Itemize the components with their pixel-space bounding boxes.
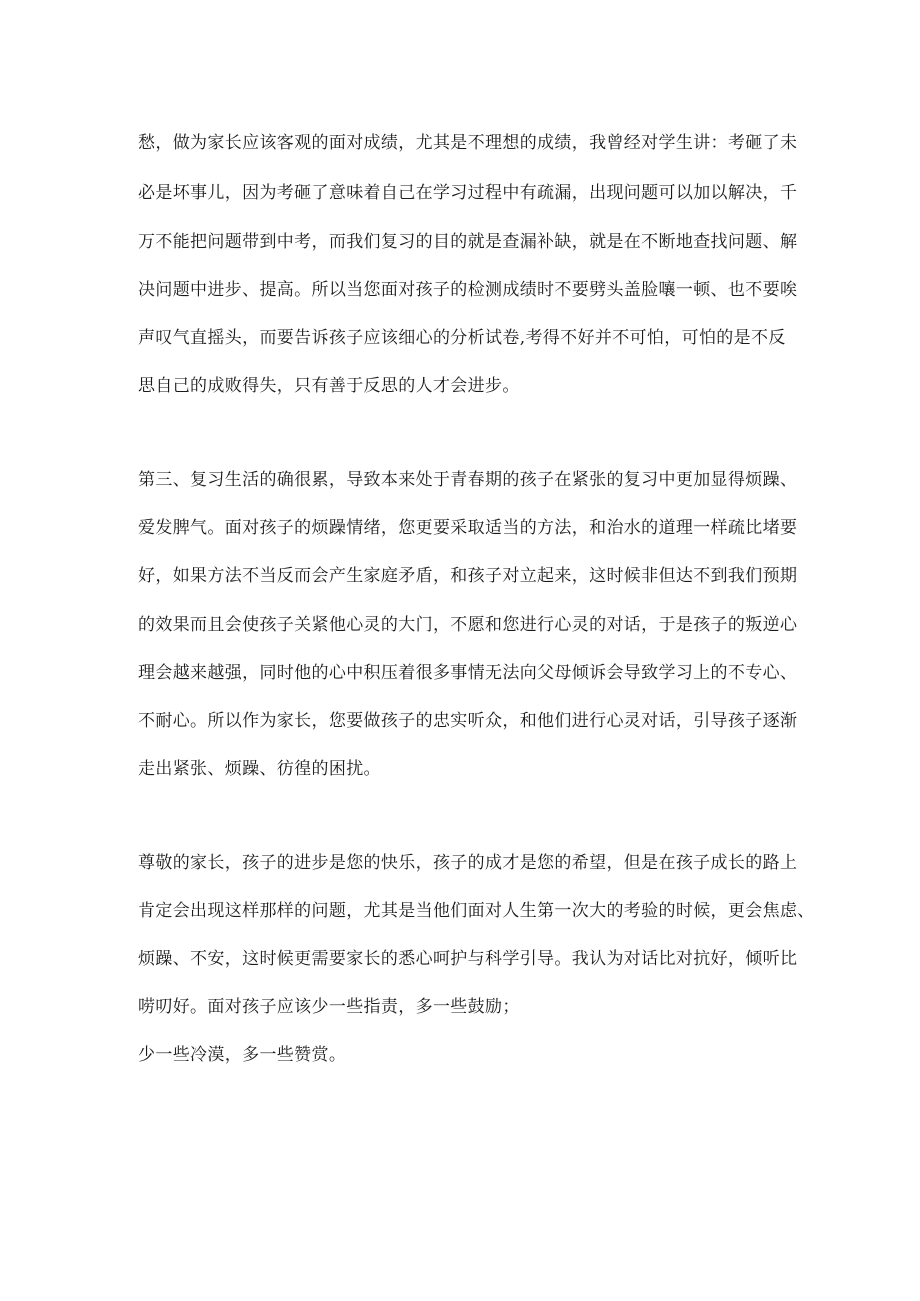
text-line: 好，如果方法不当反而会产生家庭矛盾，和孩子对立起来，这时候非但达不到我们预期 — [138, 566, 798, 586]
text-line: 少一些冷漠，多一些赞赏。 — [138, 1045, 347, 1065]
text-line: 唠叨好。面对孩子应该少一些指责，多一些鼓励； — [138, 997, 520, 1017]
text-line: 尊敬的家长，孩子的进步是您的快乐，孩子的成才是您的希望，但是在孩子成长的路上 — [138, 853, 798, 873]
text-line: 万不能把问题带到中考，而我们复习的目的就是查漏补缺，就是在不断地查找问题、解 — [138, 232, 798, 252]
text-line: 理会越来越强，同时他的心中积压着很多事情无法向父母倾诉会导致学习上的不专心、 — [138, 663, 798, 683]
text-line: 不耐心。所以作为家长，您要做孩子的忠实听众，和他们进行心灵对话，引导孩子逐渐 — [138, 711, 798, 731]
text-line: 肯定会出现这样那样的问题，尤其是当他们面对人生第一次大的考验的时候，更会焦虑、 — [138, 901, 815, 921]
text-line: 第三、复习生活的确很累，导致本来处于青春期的孩子在紧张的复习中更加显得烦躁、 — [138, 470, 798, 490]
text-line: 思自己的成败得失，只有善于反思的人才会进步。 — [138, 376, 520, 396]
text-line: 愁，做为家长应该客观的面对成绩，尤其是不理想的成绩，我曾经对学生讲：考砸了未 — [138, 133, 798, 153]
text-line: 必是坏事儿，因为考砸了意味着自己在学习过程中有疏漏，出现问题可以加以解决，千 — [138, 183, 798, 203]
text-line: 爱发脾气。面对孩子的烦躁情绪，您更要采取适当的方法，和治水的道理一样疏比堵要 — [138, 518, 798, 538]
text-line: 走出紧张、烦躁、彷徨的困扰。 — [138, 759, 381, 779]
text-line: 决问题中进步、提高。所以当您面对孩子的检测成绩时不要劈头盖脸嚷一顿、也不要唉 — [138, 280, 798, 300]
text-line: 声叹气直摇头，而要告诉孩子应该细心的分析试卷,考得不好并不可怕，可怕的是不反 — [138, 328, 786, 348]
text-line: 烦躁、不安，这时候更需要家长的悉心呵护与科学引导。我认为对话比对抗好，倾听比 — [138, 949, 798, 969]
text-line: 的效果而且会使孩子关紧他心灵的大门，不愿和您进行心灵的对话，于是孩子的叛逆心 — [138, 615, 798, 635]
